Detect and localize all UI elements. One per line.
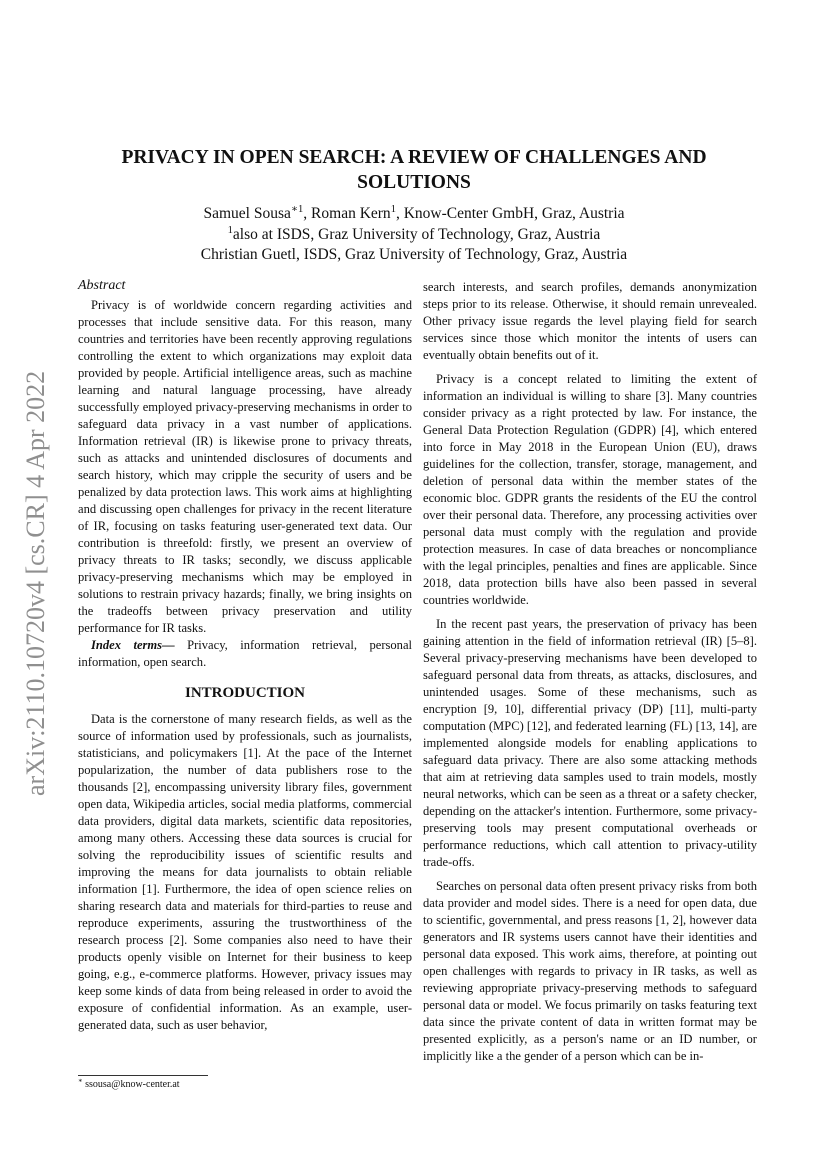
right-column: [423, 279, 757, 1065]
intro-paragraph-2: Privacy is a concept related to limiting the extent of information an individual is willing to share [3]. Many countries consider privacy as a right protected by law. For instance, the General Data Protection Regulation (GDPR) [4], which entered into force in May 2018 in the European Union (EU), draws guidelines for the collection, transfer, storage, management, and deletion of personal data within the member states of the economic bloc. GDPR grants the residents of the EU the control over their personal data. Therefore, any processing activities over personal data must comply with the regulation and provide protection measures. In case of data breaches or noncompliance with the legal principles, penalties and fines are applicable. Since 2018, data protection bills have also been passed in several countries worldwide.: [423, 372, 757, 607]
affiliation-know-center: , Know-Center GmbH, Graz, Austria: [395, 205, 625, 222]
author-block: [100, 204, 728, 266]
intro-paragraph-3: In the recent past years, the preservation of privacy has been gaining attention in the field of information retrieval (IR) [5–8]. Several privacy-preserving mechanisms have been developed to safeguard personal data from threats, as attacks, disclosures, and unintended usages. Some of these mechanisms, such as encryption [9, 10], differential privacy (DP) [11], multi-party computation (MPC) [12], and federated learning (FL) [13, 14], are implemented alongside models for enabling applications to safeguard data privacy. There are also some attacking methods that aim at retrieving data samples used to train models, mostly neural networks, which can be seen as a threat or a safety checker, depending on the attacker's intention. Furthermore, some privacy-preserving tools may present computational overheads or performance reductions, which call attention to privacy-utility trade-offs.: [423, 617, 757, 869]
author-kern: , Roman Kern: [303, 205, 391, 222]
footnote: [78, 1079, 180, 1090]
section-heading-introduction: INTRODUCTION: [184, 685, 305, 701]
arxiv-sidebar-stamp: [20, 340, 52, 800]
affiliation-mark: 1: [227, 224, 233, 236]
affiliation-isds: also at ISDS, Graz University of Technology, Graz, Austria: [232, 225, 601, 243]
intro-paragraph-1-continued: search interests, and search profiles, demands anonymization steps prior to its release. Otherwise, it should remain unrevealed. Other privacy issue regards the level playing field for search services since those which monitor the intents of users can eventually obtain benefits out of it.: [423, 280, 757, 362]
intro-paragraph-1: Data is the cornerstone of many research fields, as well as the source of information used by professionals, such as journalists, statisticians, and policymakers [1]. At the pace of the Internet popularization, the number of data publishers rose to the thousands [2], encompassing university library files, government open data, Wikipedia articles, social media platforms, commercial data providers, digital data markets, scientific data repositories, among many others. Accessing these data sources is crucial for solving the reproducibility issues of scientific results and improving the means for data journalists to obtain reliable information [1]. Furthermore, the idea of open science relies on sharing research data and materials for third-parties to reuse and reproduce experiments, assuring the trustworthiness of the research process [2]. Some companies also need to have their products openly visible on Internet for their business to keep going, e.g., e-commerce platforms. However, privacy issues may keep some kinds of data from being released in order to avoid the exposure of confidential information. As an example, user-generated data, such as user behavior,: [78, 712, 412, 1032]
author-sousa: Samuel Sousa: [203, 205, 291, 222]
author-sousa-affil: ∗1: [290, 203, 304, 215]
abstract-heading: Abstract: [78, 278, 126, 293]
abstract-text: Privacy is of worldwide concern regarding activities and processes that include sensitive data. For this reason, many countries and territories have been recently approving regulations controlling the extent to which organizations may exploit data provided by people. Artificial intelligence areas, such as machine learning and natural language processing, have already successfully employed privacy-preserving mechanisms in order to safeguard data privacy in a vast number of applications. Information retrieval (IR) is likewise prone to privacy threats, such as attacks and unintended disclosures of documents and search history, which may cripple the security of users and be penalized by data protection laws. This work aims at highlighting and discussing open challenges for privacy in the recent literature of IR, focusing on tasks featuring user-generated text data. Our contribution is threefold: firstly, we present an overview of privacy threats to IR tasks; secondly, we discuss applicable privacy-preserving mechanisms which may be employed in solutions to restrain privacy hazards; finally, we bring insights on the tradeoffs between privacy preservation and utility performance for IR tasks.: [78, 298, 412, 635]
author-kern-affil: 1: [390, 203, 396, 215]
index-terms-text: Privacy, information retrieval, personal information, open search.: [78, 638, 412, 669]
left-column: [78, 277, 412, 1034]
footnote-email: ssousa@know-center.at: [82, 1079, 180, 1090]
footnote-mark: ∗: [78, 1077, 83, 1085]
index-terms-label: Index terms—: [91, 638, 175, 652]
intro-paragraph-4: Searches on personal data often present privacy risks from both data provider and model sides. There is a need for open data, due to scientific, governmental, and press reasons [1, 2], however data generators and IR systems users cannot have their identities and personal data exposed. This work aims, therefore, at pointing out open challenges with regards to privacy in IR tasks, as well as reviewing appropriate privacy-preserving methods to safeguard personal data or model. We focus primarily on tasks featuring text data since the private content of data in written format may be presented explicitly, as a person's name or an ID number, or implicitly like a the gender of a person which can be in-: [423, 879, 757, 1063]
index-terms: [78, 637, 412, 671]
paper-title-line-2: SOLUTIONS: [357, 172, 471, 193]
arxiv-identifier: arXiv:2110.10720v4 [cs.CR] 4 Apr 2022: [21, 370, 50, 796]
author-line-3: Christian Guetl, ISDS, Graz University of Technology, Graz, Austria: [200, 246, 628, 263]
footnote-rule: [78, 1075, 208, 1076]
author-line-1: [100, 204, 728, 225]
paper-title: [100, 145, 728, 195]
paper-title-line-1: PRIVACY IN OPEN SEARCH: A REVIEW OF CHALLENGES AND: [121, 147, 707, 168]
author-line-2: [100, 225, 728, 246]
